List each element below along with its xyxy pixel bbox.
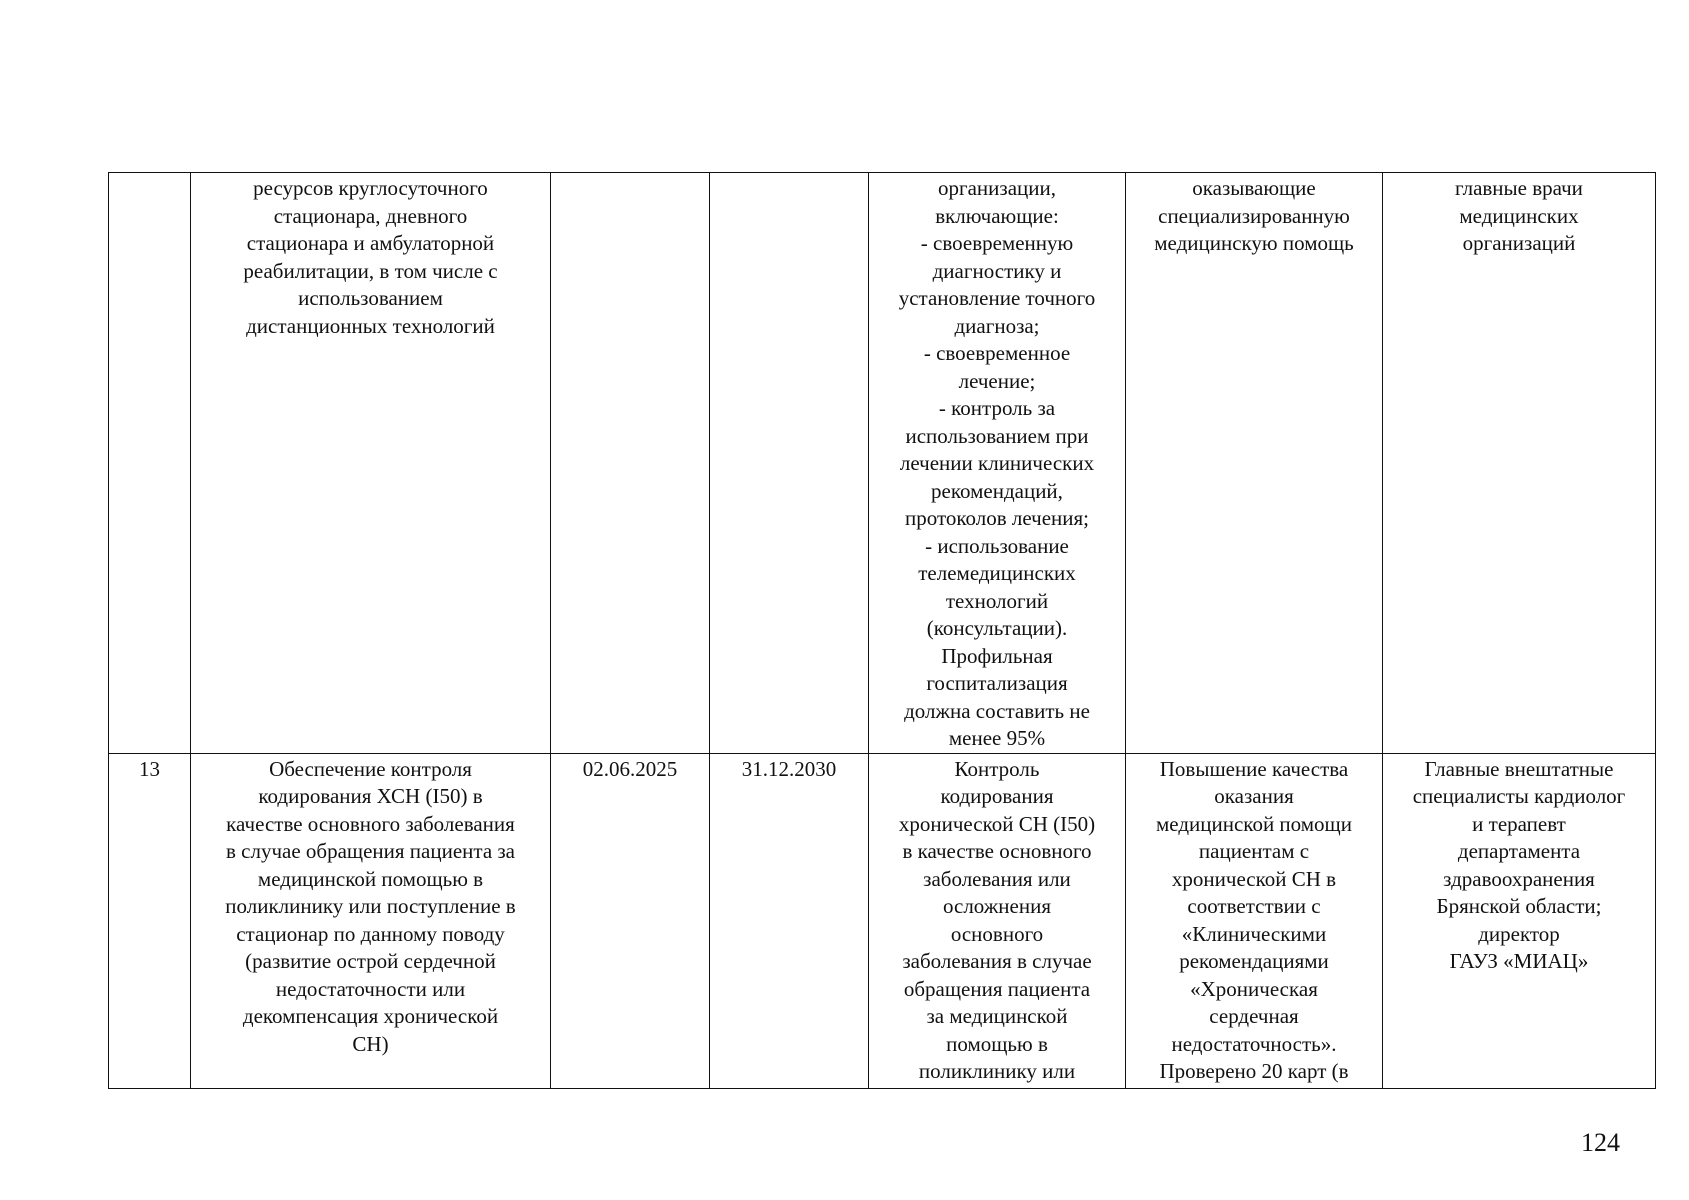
row-number-cell: 13	[109, 753, 191, 1088]
measure-cell: ресурсов круглосуточного стационара, дневного стационара и амбулаторной реабилитации, в том числе с использованием дистанционных технологий	[191, 173, 551, 754]
responsible-cell: Главные внештатные специалисты кардиолог и терапевт департамента здравоохранения Брянской области; директор ГАУЗ «МИАЦ»	[1383, 753, 1656, 1088]
responsible-cell: главные врачи медицинских организаций	[1383, 173, 1656, 754]
measures-table	[108, 172, 1656, 1089]
page-number: 124	[1581, 1128, 1620, 1157]
table-row	[109, 753, 1656, 1088]
result-cell: Контроль кодирования хронической СН (I50) в качестве основного заболевания или осложнения основного заболевания в случае обращения пациента за медицинской помощью в поликлинику или	[869, 753, 1126, 1088]
end-date-cell: 31.12.2030	[710, 753, 869, 1088]
start-date-cell	[551, 173, 710, 754]
result-cell: организации, включающие: - своевременную диагностику и установление точного диагноза; - своевременное лечение; - контроль за использованием при лечении клинических рекомендаций, протоколов лечения; - использование телемедицинских технологий (консультации). Профильная госпитализация должна составить не менее 95%	[869, 173, 1126, 754]
start-date-cell: 02.06.2025	[551, 753, 710, 1088]
indicator-cell: оказывающие специализированную медицинскую помощь	[1126, 173, 1383, 754]
indicator-cell: Повышение качества оказания медицинской помощи пациентам с хронической СН в соответствии с «Клиническими рекомендациями «Хроническая сердечная недостаточность». Проверено 20 карт (в	[1126, 753, 1383, 1088]
measure-cell: Обеспечение контроля кодирования ХСН (I50) в качестве основного заболевания в случае обращения пациента за медицинской помощью в поликлинику или поступление в стационар по данному поводу (развитие острой сердечной недостаточности или декомпенсация хронической СН)	[191, 753, 551, 1088]
row-number-cell	[109, 173, 191, 754]
table-row	[109, 173, 1656, 754]
end-date-cell	[710, 173, 869, 754]
